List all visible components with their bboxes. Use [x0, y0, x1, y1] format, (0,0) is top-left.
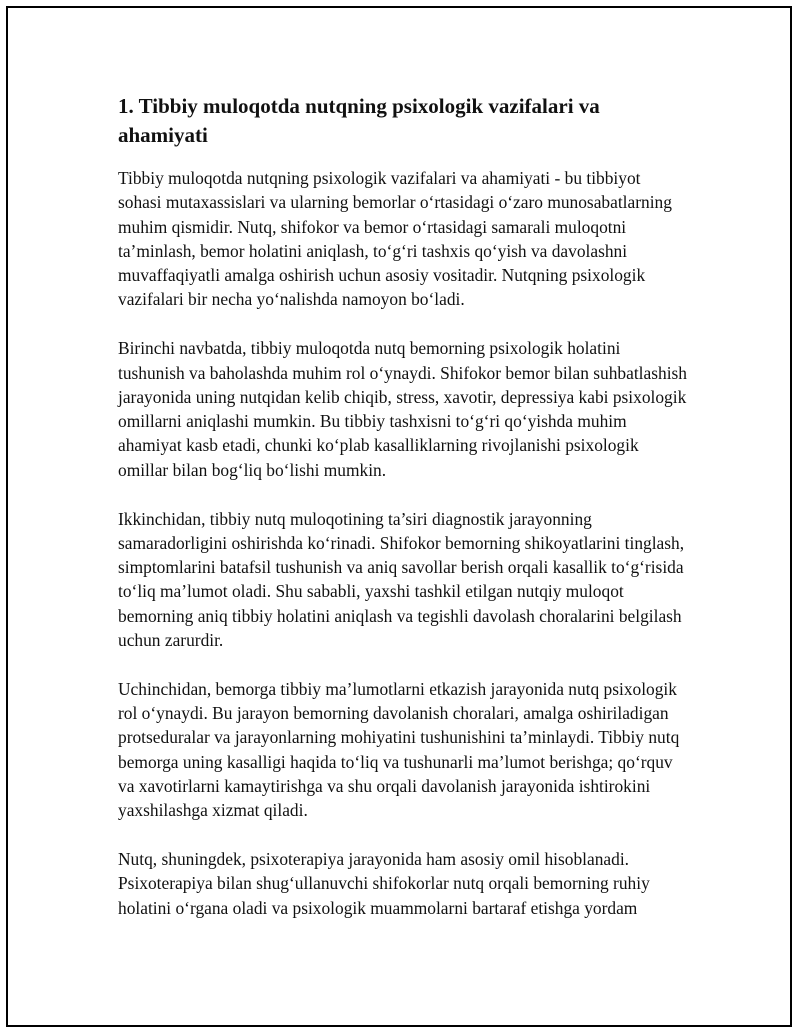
paragraph-first: Birinchi navbatda, tibbiy muloqotda nutq bemorning psixologik holatini tushunish va baholashda muhim rol o‘ynaydi. Shifokor bemor bilan suhbatlashish jarayonida uning nutqidan kelib chiqib, stress, xavotir, depressiya kabi psixologik omillarni aniqlashi mumkin. Bu tibbiy tashxisni to‘g‘ri qo‘yishda muhim ahamiyat kasb etadi, chunki ko‘plab kasalliklarning rivojlanishi psixologik omillar bilan bog‘liq bo‘lishi mumkin. [118, 338, 687, 480]
section-heading: 1. Tibbiy muloqotda nutqning psixologik vazifalari va ahamiyati [118, 94, 600, 147]
paragraph-psychotherapy: Nutq, shuningdek, psixoterapiya jarayonida ham asosiy omil hisoblanadi. Psixoterapiya bilan shug‘ullanuvchi shifokorlar nutq orqali bemorning ruhiy holatini o‘rgana oladi va psixologik muammolarni bartaraf etishga yordam [118, 849, 650, 918]
paragraph-intro: Tibbiy muloqotda nutqning psixologik vazifalari va ahamiyati - bu tibbiyot sohasi mutaxassislari va ularning bemorlar o‘rtasidagi o‘zaro munosabatlarning muhim qismidir. Nutq, shifokor va bemor o‘rtasidagi samarali muloqotni ta’minlash, bemor holatini aniqlash, to‘g‘ri tashxis qo‘yish va davolashni muvaffaqiyatli amalga oshirish uchun asosiy vositadir. Nutqning psixologik vazifalari bir necha yo‘nalishda namoyon bo‘ladi. [118, 168, 672, 310]
document-body [118, 92, 688, 945]
paragraph-third: Uchinchidan, bemorga tibbiy ma’lumotlarni etkazish jarayonida nutq psixologik rol o‘ynaydi. Bu jarayon bemorning davolanish choralari, amalga oshiriladigan protseduralar va jarayonlarning mohiyatini tushunishini ta’minlaydi. Tibbiy nutq bemorga uning kasalligi haqida to‘liq va tushunarli ma’lumot berishga; qo‘rquv va xavotirlarni kamaytirishga va shu orqali davolanish jarayonida ishtirokini yaxshilashga xizmat qiladi. [118, 678, 680, 821]
paragraph-second: Ikkinchidan, tibbiy nutq muloqotining ta’siri diagnostik jarayonning samaradorligini oshirishda ko‘rinadi. Shifokor bemorning shikoyatlarini tinglash, simptomlarini batafsil tushunish va aniq savollar berish orqali kasallik to‘g‘risida to‘liq ma’lumot oladi. Shu sababli, yaxshi tashkil etilgan nutqiy muloqot bemorning aniq tibbiy holatini aniqlash va tegishli davolash choralarini belgilash uchun zarurdir. [118, 508, 685, 651]
